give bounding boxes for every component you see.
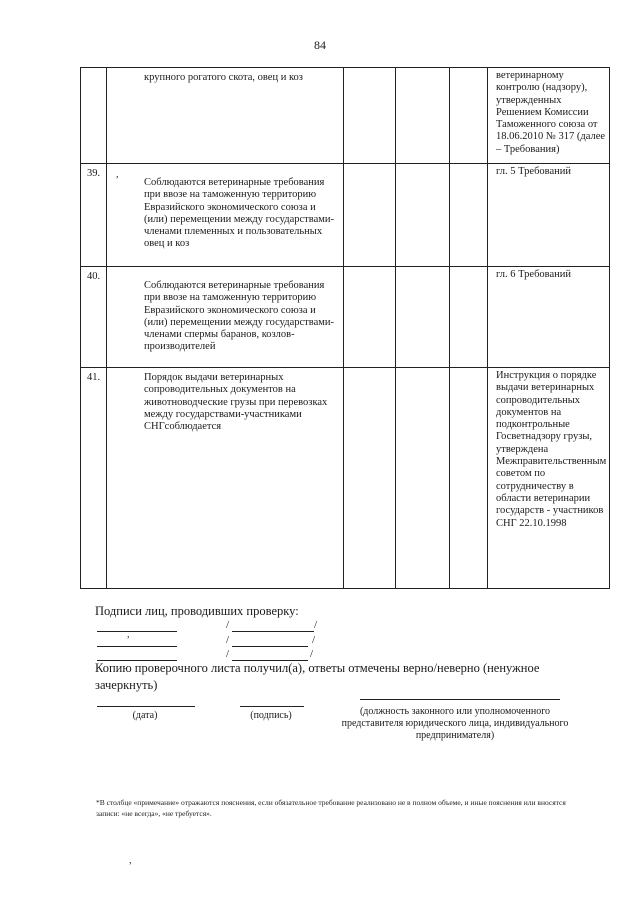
signature-line[interactable] (97, 631, 177, 632)
note-cell[interactable] (450, 164, 488, 267)
answer-no-cell[interactable] (396, 164, 450, 267)
note-cell[interactable] (450, 368, 488, 589)
reference-text: гл. 6 Требований (488, 267, 610, 368)
separator-slash: / (226, 619, 230, 631)
answer-no-cell[interactable] (396, 368, 450, 589)
requirement-text: Порядок выдачи ветеринарных сопроводительных документов на животноводческие грузы при перевозках между государствами-участниками СНГсоблюдается (107, 368, 344, 589)
row-number: 41. (87, 372, 101, 383)
answer-no-cell[interactable] (396, 68, 450, 164)
table-row (81, 267, 610, 368)
requirement-text: Соблюдаются ветеринарные требования при ввозе на таможенную территорию Евразийского экономического союза и (или) перемещении между государствами-членами спермы баранов, козлов-производителей (107, 267, 344, 368)
ink-mark: , (116, 169, 119, 180)
row-number: 39. (87, 168, 101, 179)
table-row (81, 368, 610, 589)
separator-slash: / (226, 648, 230, 660)
answer-yes-cell[interactable] (344, 267, 396, 368)
footnote: *В столбце «примечание» отражаются пояснения, если обязательное требование реализовано не в полном объеме, и иные пояснения или вносятся записи: «не всегда», «не требуется». (96, 798, 566, 818)
page-number: 84 (314, 38, 326, 52)
separator-slash: / (314, 619, 318, 631)
sign-line[interactable] (240, 706, 304, 707)
reference-text: гл. 5 Требований (488, 164, 610, 267)
name-line[interactable] (232, 631, 314, 632)
signature-caption: (подпись) (250, 710, 292, 721)
note-cell[interactable] (450, 68, 488, 164)
separator-slash: / (226, 634, 230, 646)
row-number: 40. (87, 271, 101, 282)
answer-yes-cell[interactable] (344, 368, 396, 589)
requirement-text: Соблюдаются ветеринарные требования при ввозе на таможенную территорию Евразийского экономического союза и (или) перемещении между государствами-членами племенных и пользовательных овец и коз (107, 164, 344, 267)
reference-text: Инструкция о порядке выдачи ветеринарных сопроводительных документов на подконтрольные Госветнадзору грузы, утверждена Межправительственным советом по сотрудничеству в области ветеринарии государств - участников СНГ 22.10.1998 (488, 368, 610, 589)
reference-text: ветеринарному контролю (надзору), утвержденных Решением Комиссии Таможенного союза от 18.06.2010 № 317 (далее – Требования) (488, 68, 610, 164)
position-caption: (должность законного или уполномоченного представителя юридического лица, индивидуального предпринимателя) (341, 706, 569, 741)
ink-mark: , (127, 629, 130, 640)
answer-no-cell[interactable] (396, 267, 450, 368)
requirement-text: крупного рогатого скота, овец и коз (107, 68, 344, 164)
name-line[interactable] (232, 646, 308, 647)
row-number (81, 68, 106, 72)
separator-slash: / (312, 634, 316, 646)
ink-mark: , (129, 855, 132, 866)
position-line[interactable] (360, 699, 560, 700)
checklist-table (80, 67, 610, 589)
signature-line[interactable] (97, 646, 177, 647)
signatures-title: Подписи лиц, проводивших проверку: (95, 604, 299, 618)
answer-yes-cell[interactable] (344, 164, 396, 267)
answer-yes-cell[interactable] (344, 68, 396, 164)
table-row (81, 68, 610, 164)
date-line[interactable] (97, 706, 195, 707)
receipt-statement: Копию проверочного листа получил(а), ответы отмечены верно/неверно (ненужное зачеркнуть) (95, 661, 540, 692)
separator-slash: / (310, 648, 314, 660)
table-row (81, 164, 610, 267)
note-cell[interactable] (450, 267, 488, 368)
date-caption: (дата) (132, 710, 158, 721)
